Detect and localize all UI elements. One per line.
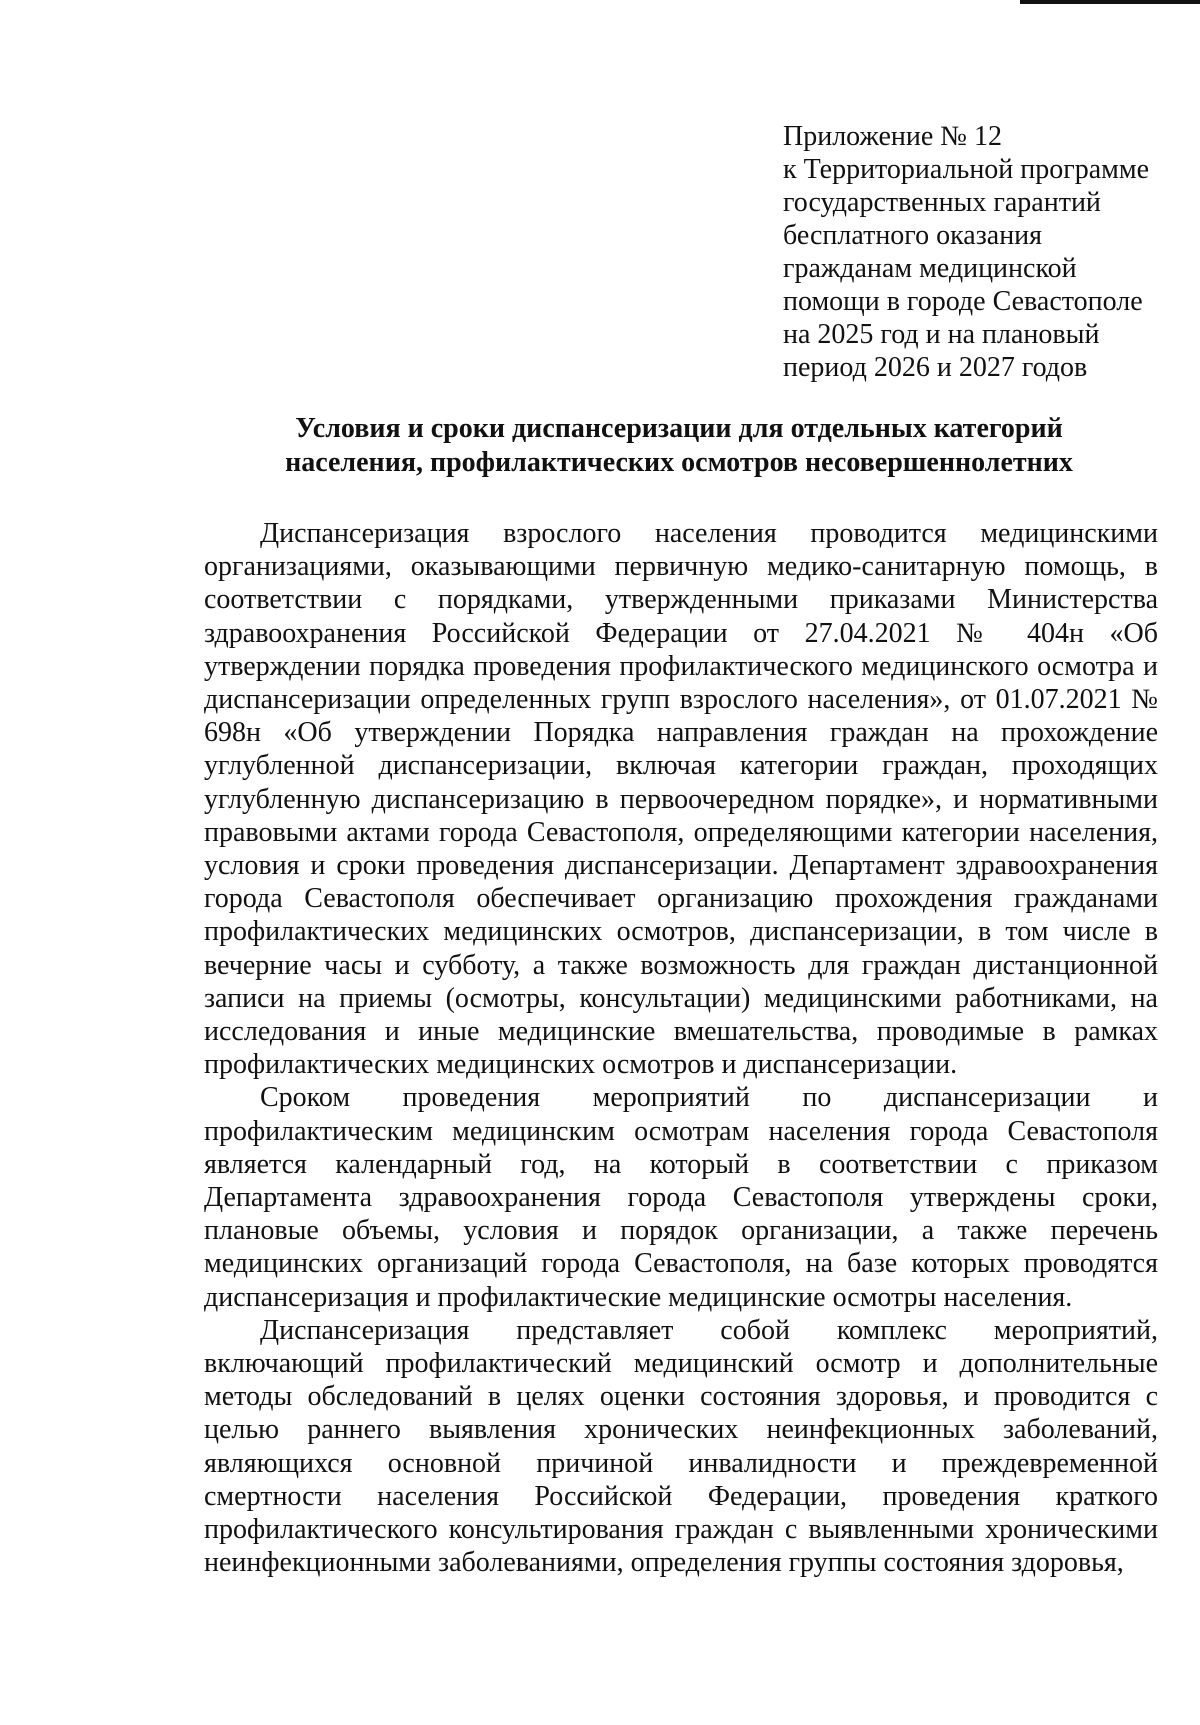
appendix-line: период 2026 и 2027 годов <box>783 352 1088 383</box>
title-line: Условия и сроки диспансеризации для отдельных категорий <box>295 413 1063 444</box>
appendix-line: государственных гарантий <box>783 187 1101 218</box>
appendix-header <box>783 120 1183 384</box>
appendix-line: бесплатного оказания <box>783 220 1043 251</box>
document-body <box>204 517 1158 1580</box>
body-paragraph: Диспансеризация взрослого населения проводится медицинскими организациями, оказывающими первичную медико-санитарную помощь, в соответствии с порядками, утвержденными приказами Министерства здравоохранения Российской Федерации от 27.04.2021 № 404н «Об утверждении порядка проведения профилактического медицинского осмотра и диспансеризации определенных групп взрослого населения», от 01.07.2021 № 698н «Об утверждении Порядка направления граждан на прохождение углубленной диспансеризации, включая категории граждан, проходящих углубленную диспансеризацию в первоочередном порядке», и нормативными правовыми актами города Севастополя, определяющими категории населения, условия и сроки проведения диспансеризации. Департамент здравоохранения города Севастополя обеспечивает организацию прохождения гражданами профилактических медицинских осмотров, диспансеризации, в том числе в вечерние часы и субботу, а также возможность для граждан дистанционной записи на приемы (осмотры, консультации) медицинскими работниками, на исследования и иные медицинские вмешательства, проводимые в рамках профилактических медицинских осмотров и диспансеризации. <box>204 518 1158 1081</box>
appendix-line: к Территориальной программе <box>783 154 1150 185</box>
appendix-line: Приложение № 12 <box>783 121 1002 152</box>
appendix-line: гражданам медицинской <box>783 253 1077 284</box>
appendix-line: на 2025 год и на плановый <box>783 319 1100 350</box>
body-paragraph: Сроком проведения мероприятий по диспансеризации и профилактическим медицинским осмотрам населения города Севастополя является календарный год, на который в соответствии с приказом Департамента здравоохранения города Севастополя утверждены сроки, плановые объемы, условия и порядок организации, а также перечень медицинских организаций города Севастополя, на базе которых проводятся диспансеризация и профилактические медицинские осмотры населения. <box>204 1082 1158 1313</box>
top-edge-rule <box>1020 0 1200 4</box>
title-line: населения, профилактических осмотров несовершеннолетних <box>285 447 1073 478</box>
appendix-line: помощи в городе Севастополе <box>783 286 1143 317</box>
body-paragraph: Диспансеризация представляет собой комплекс мероприятий, включающий профилактический медицинский осмотр и дополнительные методы обследований в целях оценки состояния здоровья, и проводится с целью раннего выявления хронических неинфекционных заболеваний, являющихся основной причиной инвалидности и преждевременной смертности населения Российской Федерации, проведения краткого профилактического консультирования граждан с выявленными хроническими неинфекционными заболеваниями, определения группы состояния здоровья, <box>204 1314 1158 1579</box>
document-title <box>200 412 1158 480</box>
